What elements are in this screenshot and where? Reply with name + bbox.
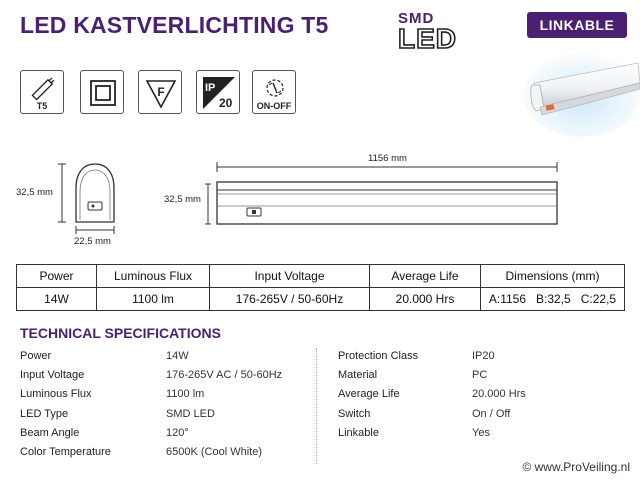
profile-width-label: 22,5 mm <box>74 236 111 247</box>
spec-list-left <box>20 350 310 465</box>
value-luminous-flux: 1100 lm <box>97 288 210 311</box>
header-input-voltage: Input Voltage <box>210 265 370 288</box>
spec-value: 14W <box>166 350 189 362</box>
header-luminous-flux: Luminous Flux <box>97 265 210 288</box>
header-power: Power <box>17 265 97 288</box>
header-average-life: Average Life <box>370 265 481 288</box>
value-average-life: 20.000 Hrs <box>370 288 481 311</box>
linkable-badge: LINKABLE <box>527 12 627 38</box>
spec-divider <box>316 348 317 464</box>
svg-text:IP: IP <box>205 82 216 94</box>
value-input-voltage: 176-265V / 50-60Hz <box>210 288 370 311</box>
spec-row <box>338 427 628 446</box>
spec-value: 120° <box>166 426 189 439</box>
product-image <box>520 45 640 140</box>
spec-value: 20.000 Hrs <box>472 388 526 401</box>
spec-value: On / Off <box>472 407 511 420</box>
spec-key: Linkable <box>338 426 379 439</box>
spec-value: SMD LED <box>166 407 215 420</box>
svg-text:20: 20 <box>219 96 233 110</box>
spec-key: Power <box>20 350 52 362</box>
summary-value-row <box>17 288 625 311</box>
spec-list-right <box>338 350 628 446</box>
page-title: LED KASTVERLICHTING T5 <box>20 12 329 38</box>
smd-led-logo <box>398 10 486 54</box>
spec-row <box>338 350 628 369</box>
spec-row <box>338 388 628 407</box>
smd-logo-top: SMD <box>398 10 435 27</box>
spec-key: Beam Angle <box>20 426 80 439</box>
spec-value: 6500K (Cool White) <box>166 445 262 458</box>
spec-value: Yes <box>472 426 490 439</box>
profile-height-label: 32,5 mm <box>16 187 53 198</box>
tech-spec-title: TECHNICAL SPECIFICATIONS <box>20 325 221 341</box>
length-label: 1156 mm <box>368 153 407 164</box>
spec-key: Switch <box>338 407 371 420</box>
profile-cross-section <box>58 158 128 238</box>
spec-key: Color Temperature <box>20 445 111 458</box>
spec-row <box>20 427 310 446</box>
on-off-label: ON-OFF <box>256 101 292 111</box>
spec-key: Average Life <box>338 388 400 401</box>
watermark-text: © www.ProVeiling.nl <box>522 460 630 474</box>
spec-row <box>20 446 310 465</box>
header-dimensions: Dimensions (mm) <box>481 265 625 288</box>
ip-rating-icon <box>196 70 240 114</box>
spec-row <box>20 408 310 427</box>
spec-value: 176-265V AC / 50-60Hz <box>166 369 283 382</box>
side-height-label: 32,5 mm <box>164 194 201 205</box>
spec-row <box>338 408 628 427</box>
spec-row <box>20 350 310 369</box>
spec-key: Protection Class <box>338 350 419 362</box>
t5-tube-icon <box>20 70 64 114</box>
value-dimensions: A:1156 B:32,5 C:22,5 <box>481 288 625 311</box>
on-off-switch-icon <box>252 70 296 114</box>
spec-key: Luminous Flux <box>20 388 92 401</box>
f-mark-icon <box>138 70 182 114</box>
double-insulation-icon <box>80 70 124 114</box>
spec-row <box>338 369 628 388</box>
spec-key: LED Type <box>20 407 69 420</box>
t5-label: T5 <box>36 101 48 111</box>
spec-key: Input Voltage <box>20 369 85 382</box>
spec-key: Material <box>338 369 378 382</box>
spec-row <box>20 369 310 388</box>
spec-value: IP20 <box>472 350 495 362</box>
summary-table <box>16 264 625 311</box>
summary-header-row <box>17 265 625 288</box>
spec-value: 1100 lm <box>166 388 205 401</box>
value-power: 14W <box>17 288 97 311</box>
spec-row <box>20 388 310 407</box>
smd-logo-bottom: LED <box>398 23 457 54</box>
f-mark-label: F <box>157 85 165 99</box>
spec-value: PC <box>472 369 488 382</box>
